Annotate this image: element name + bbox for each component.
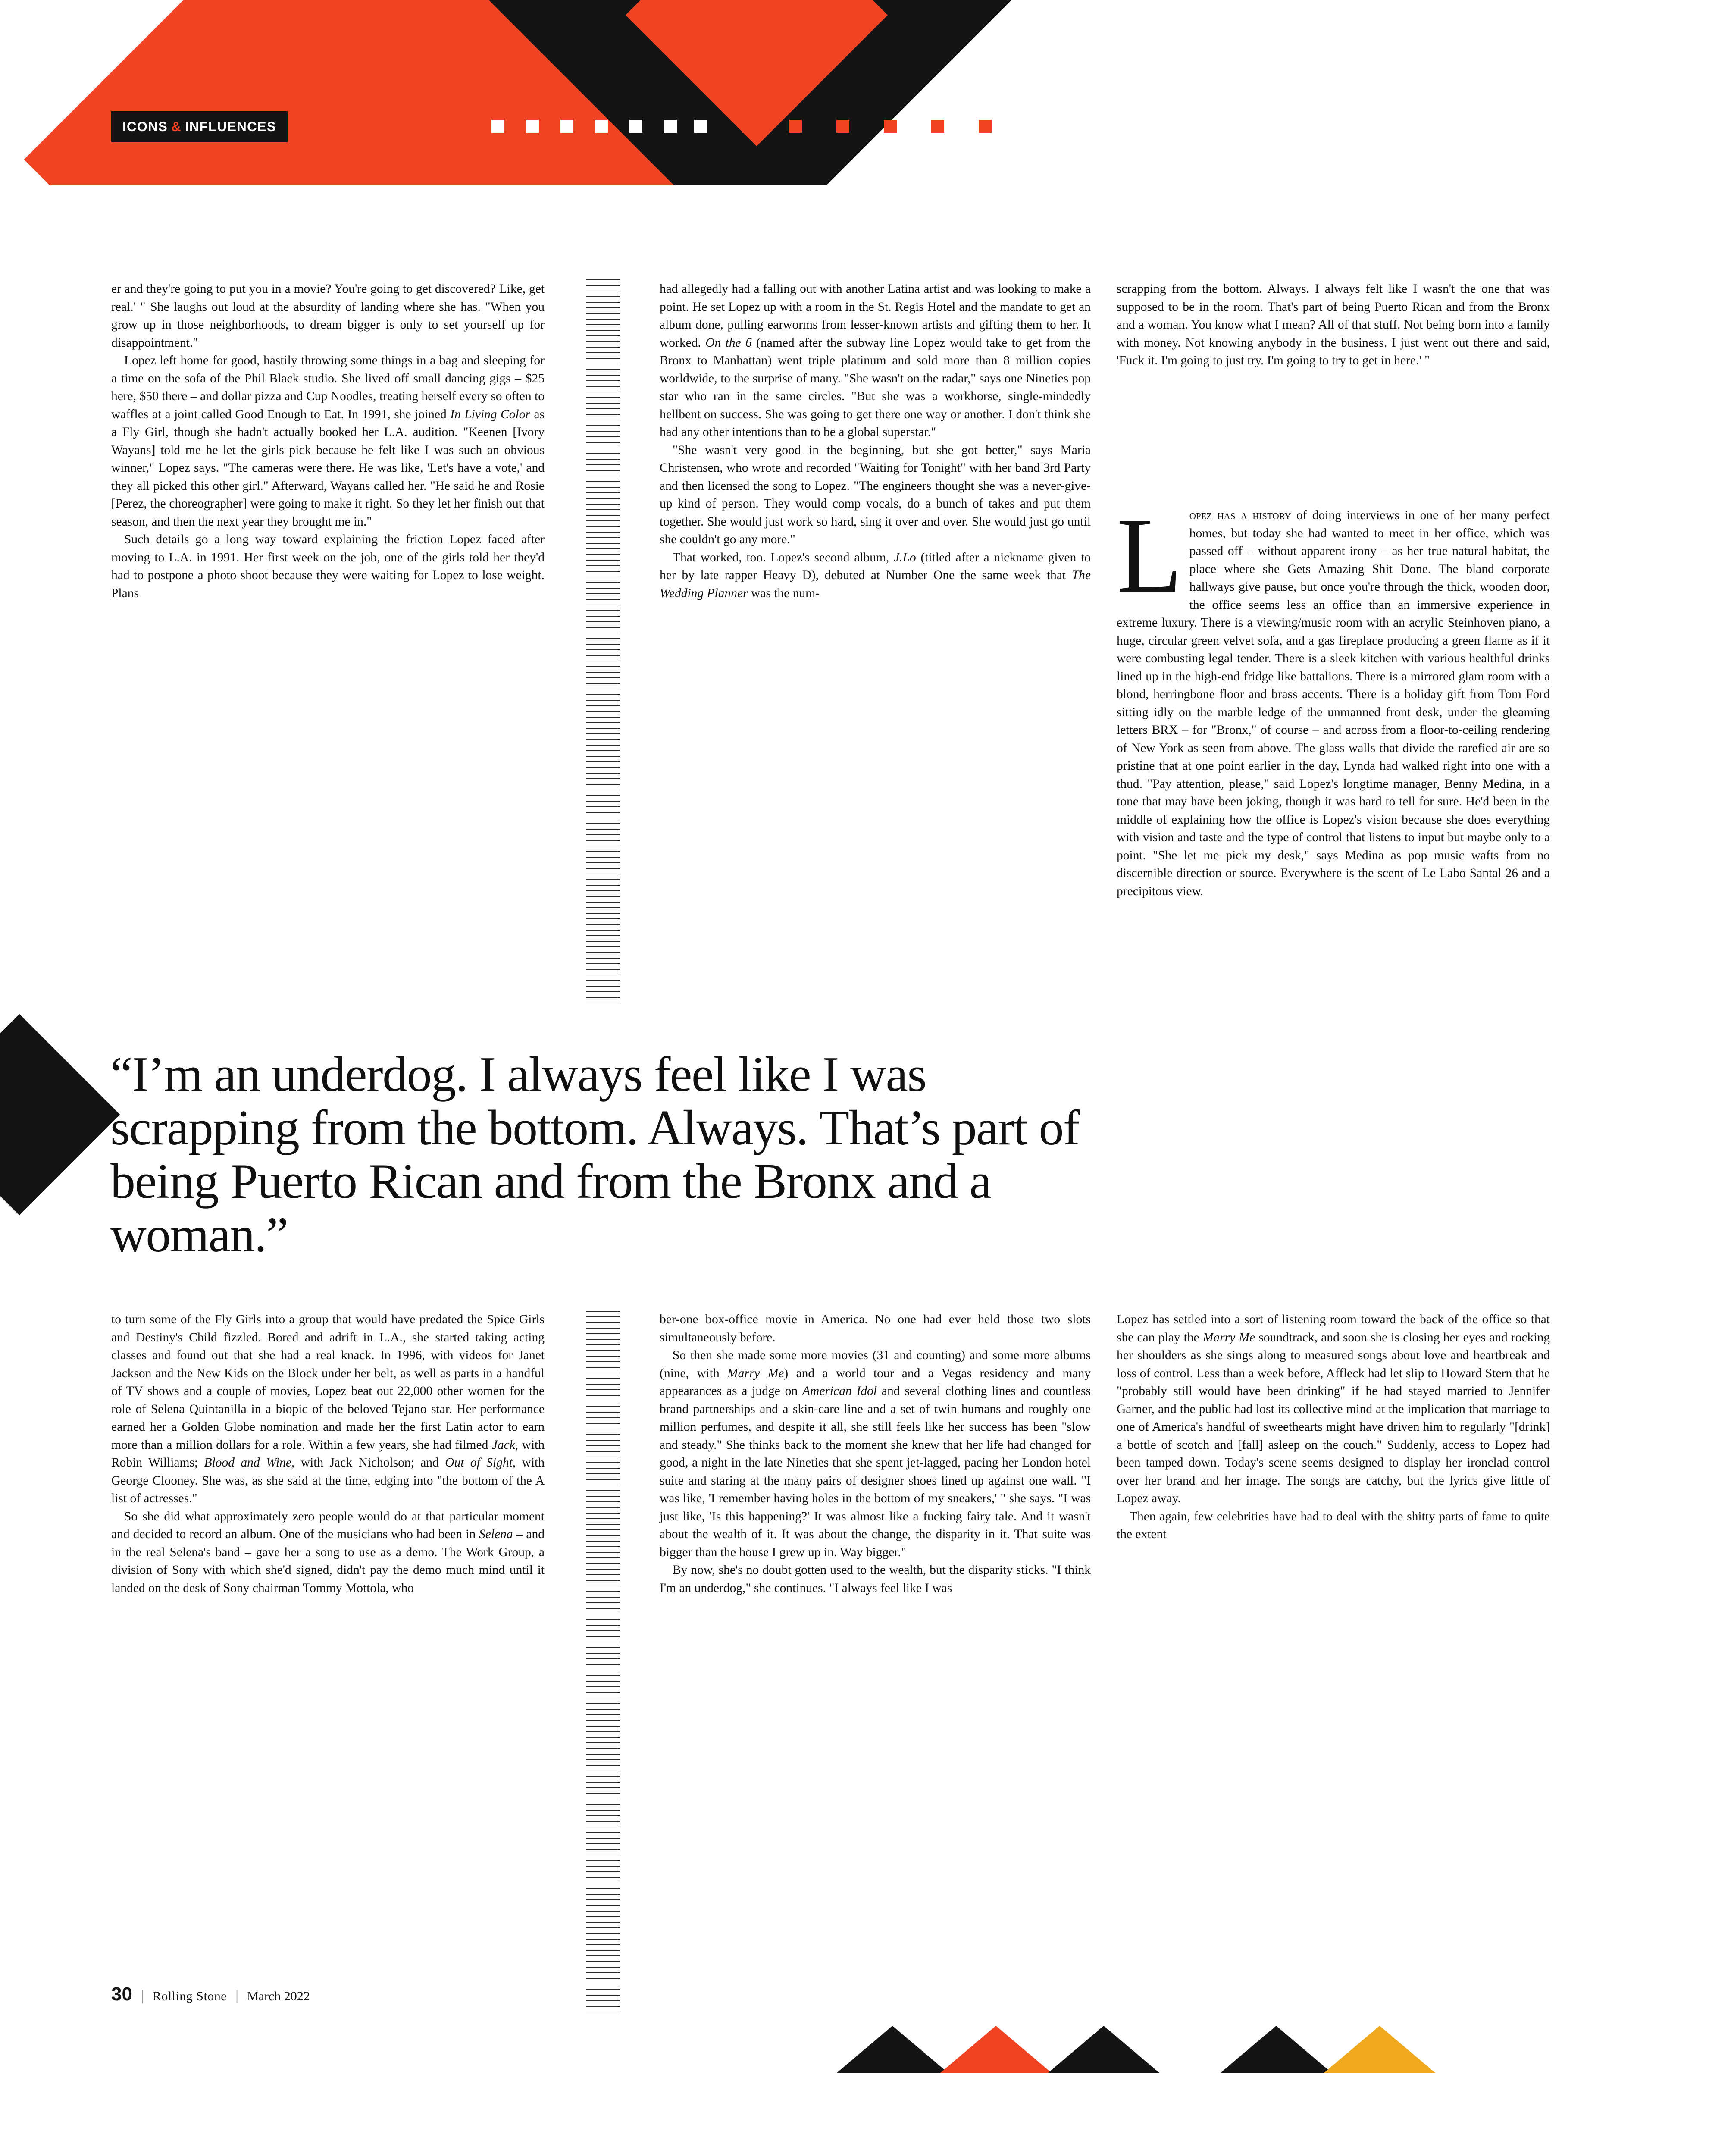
paragraph: Lopez left home for good, hastily throwing some things in a bag and sleeping for a time on the sofa of the Phil Black studio. She lived off small dancing gigs – $25 here, $50 there – and dollar pizza and Cup Noodles, treating herself every so often to waffles at a joint called Good Enough to Eat. In 1991, she joined In Living Color as a Fly Girl, though she hadn't actually booked her L.A. audition. "Keenen [Ivory Wayans] told me he let the girls pick because he felt like I was such an obvious winner," Lopez says. "The cameras were there. He was like, 'Let's have a vote,' and they all picked this other girl." Afterward, Wayans called her. "He said he and Rosie [Perez, the choreographer] were going to make it right. So they let her finish out that season, and then the next year they brought me in." bbox=[111, 354, 545, 529]
decorative-dot bbox=[694, 120, 707, 133]
section-tag bbox=[111, 111, 288, 142]
pull-quote: “I’m an underdog. I always feel like I was scrapping from the bottom. Always. That’s part of being Puerto Rican and from the Bronx and a woman.” bbox=[110, 1047, 1080, 1263]
decorative-dot bbox=[629, 120, 642, 133]
body-column-3-top bbox=[1117, 280, 1550, 370]
section-tag-part1: ICONS bbox=[122, 119, 168, 134]
body-column-2-top bbox=[660, 280, 1091, 602]
decorative-dot bbox=[595, 120, 608, 133]
dropcap-body: of doing interviews in one of her many perfect homes, but today she had wanted to meet in her office, which was passed off – without apparent irony – as her true natural habitat, the place where she Gets Amazing Shit Done. The bland corporate hallways give pause, but once you're through the thick, wooden door, the office seems less an office than an immersive experience in extreme luxury. There is a viewing/music room with an acrylic Steinhoven piano, a huge, circular green velvet sofa, and a gas fireplace producing a green flame as if it were combusting legal tender. There is a sleek kitchen with various healthful drinks lined up in the high-end fridge like battalions. There is a mirrored glam room with a blond, herringbone floor and brass accents. There is a holiday gift from Tom Ford sitting idly on the marble ledge of the unmanned front desk, under the gleaming letters BRX – for "Bronx," of course – and across from a floor-to-ceiling rendering of New York as seen from above. The glass walls that divide the rarefied air are so pristine that at one point earlier in the day, Lynda had walked right into one with a thud. "Pay attention, please," said Lopez's longtime manager, Benny Medina, in a tone that may have been joking, though it was hard to tell for sure. He'd been in the middle of explaining how the office is Lopez's vision because she does everything with vision and taste and the type of control that listens to input but maybe only to a point. "She let me pick my desk," says Medina as pop music wafts from no discernible direction or source. Everywhere is the scent of Le Labo Santal 26 and a precipitous view. bbox=[1117, 508, 1550, 898]
decorative-dot bbox=[789, 120, 802, 133]
paragraph: By now, she's no doubt gotten used to the wealth, but the disparity sticks. "I think I'm an underdog," she continues. "I always feel like I was bbox=[660, 1563, 1091, 1595]
paragraph: Such details go a long way toward explaining the friction Lopez faced after moving to L.A. in 1991. Her first week on the job, one of the girls told her they'd had to postpone a photo shoot because they were waiting for Lopez to lose weight. Plans bbox=[111, 533, 545, 600]
decorative-dot bbox=[526, 120, 539, 133]
paragraph: "She wasn't very good in the beginning, but she got better," says Maria Christensen, who wrote and recorded "Waiting for Tonight" with her band 3rd Party and then licensed the song to Lopez. "The engineers thought she was a never-give-up kind of person. They would comp vocals, do a bunch of takes and put them together. She would just work so hard, sing it over and over. She would just go until she couldn't go any more." bbox=[660, 443, 1091, 546]
black-arrow-decoration bbox=[0, 1014, 120, 1216]
paragraph: That worked, too. Lopez's second album, J.Lo (titled after a nickname given to her by late rapper Heavy D), debuted at Number One the same week that The Wedding Planner was the num- bbox=[660, 550, 1091, 600]
magazine-title: Rolling Stone bbox=[152, 1989, 227, 2003]
footer-separator-2: | bbox=[235, 1988, 238, 2004]
body-column-1-bottom bbox=[111, 1311, 545, 1597]
decorative-dot bbox=[979, 120, 992, 133]
decorative-dot bbox=[931, 120, 944, 133]
photo-credit-wrapper bbox=[1578, 1315, 1595, 1940]
lead-in-smallcaps: opez has a history bbox=[1189, 508, 1291, 522]
page-footer bbox=[111, 1984, 310, 2005]
footer-separator-1: | bbox=[141, 1988, 144, 2004]
page-number: 30 bbox=[111, 1984, 132, 2005]
paragraph: er and they're going to put you in a movie? You're going to get discovered? Like, get real.' " She laughs out loud at the absurdity of landing where she has. "When you grow up in those neighborhoods, to dream bigger is only to set yourself up for disappointment." bbox=[111, 282, 545, 350]
column-rule-top bbox=[586, 279, 620, 1004]
decorative-dot bbox=[836, 120, 849, 133]
paragraph: to turn some of the Fly Girls into a group that would have predated the Spice Girls and Destiny's Child fizzled. Bored and adrift in L.A., she started taking acting classes and found out that she had a real knack. In 1996, with videos for Janet Jackson and the New Kids on the Block under her belt, as well as parts in a handful of TV shows and a couple of movies, Lopez beat out 22,000 other women for the role of Selena Quintanilla in a biopic of the beloved Tejano star. Her performance earned her a Golden Globe nomination and made her the first Latin actor to earn more than a million dollars for a role. Within a few years, she had filmed Jack, with Robin Williams; Blood and Wine, with Jack Nicholson; and Out of Sight, with George Clooney. She was, as she said at the time, edging into "the bottom of the A list of actresses." bbox=[111, 1313, 545, 1505]
paragraph: Lopez has settled into a sort of listening room toward the back of the office so that she can play the Marry Me soundtrack, and soon she is closing her eyes and rocking her shoulders as she sings along to measured songs about love and heartbreak and loss of control. Less than a week before, Affleck had let slip to Howard Stern that he "probably still would have been drinking" if he had stayed married to Jennifer Garner, and the public had lost its collective mind at the implication that marriage to one of America's handful of sweethearts might have driven him to regularly "[drink] a bottle of scotch and [fall] asleep on the couch." Suddenly, access to Lopez had been tamped down. Today's scene seems designed to display her ironclad control over her brand and her image. The songs are catchy, but the lyrics give little of Lopez away. bbox=[1117, 1313, 1550, 1505]
chevron-yellow bbox=[1324, 2026, 1436, 2073]
decorative-dot bbox=[560, 120, 573, 133]
body-column-2-bottom bbox=[660, 1311, 1091, 1597]
body-column-3-bottom bbox=[1117, 1311, 1550, 1544]
chevron-orange bbox=[940, 2026, 1052, 2073]
section-tag-part2: INFLUENCES bbox=[185, 119, 277, 134]
band-white-mask bbox=[0, 185, 1709, 216]
body-column-1-top bbox=[111, 280, 545, 602]
paragraph: So she did what approximately zero people would do at that particular moment and decided to record an album. One of the musicians who had been in Selena – and in the real Selena's band – gave her a song to use as a demo. The Work Group, a division of Sony with which she'd signed, didn't pay the demo much mind until it landed on the desk of Sony chairman Tommy Mottola, who bbox=[111, 1509, 545, 1595]
chevron-black-3 bbox=[1220, 2026, 1332, 2073]
issue-date: March 2022 bbox=[247, 1989, 310, 2003]
paragraph: Then again, few celebrities have had to deal with the shitty parts of fame to quite the extent bbox=[1117, 1509, 1550, 1541]
section-tag-ampersand: & bbox=[171, 119, 182, 134]
paragraph: scrapping from the bottom. Always. I always felt like I wasn't the one that was supposed to be in the room. That's part of being Puerto Rican and from the Bronx and a woman. You know what I mean? All of that stuff. Not being born into a family with money. Not knowing anybody in the business. I just went out there and said, 'Fuck it. I'm going to just try. I'm going to try to get in here.' " bbox=[1117, 282, 1550, 367]
decorative-dot bbox=[742, 120, 754, 133]
header-decoration bbox=[0, 0, 1709, 216]
drop-cap: L bbox=[1117, 496, 1183, 615]
paragraph: had allegedly had a falling out with another Latina artist and was looking to make a point. He set Lopez up with a room in the St. Regis Hotel and the mandate to get an album done, pulling earworms from lesser-known artists and gifting them to her. It worked. On the 6 (named after the subway line Lopez would take to get from the Bronx to Manhattan) went triple platinum and sold more than 8 million copies worldwide, to the surprise of many. "She wasn't on the radar," says one Nineties pop star who ran in the same circles. "But she was a workhorse, single-mindedly hellbent on success. She was going to get there one way or another. I don't think she had any other intentions than to be a global superstar." bbox=[660, 282, 1091, 439]
dropcap-paragraph bbox=[1117, 496, 1550, 900]
chevron-black-2 bbox=[1048, 2026, 1160, 2073]
paragraph: ber-one box-office movie in America. No one had ever held those two slots simultaneously before. bbox=[660, 1313, 1091, 1344]
decorative-dot bbox=[884, 120, 897, 133]
decorative-dot bbox=[491, 120, 504, 133]
chevron-black-1 bbox=[836, 2026, 948, 2073]
decorative-dot bbox=[664, 120, 677, 133]
paragraph: So then she made some more movies (31 and counting) and some more albums (nine, with Marry Me) and a world tour and a Vegas residency and many appearances as a judge on American Idol and several clothing lines and countless brand partnerships and a skin-care line and a set of twin humans and roughly one million perfumes, and despite it all, she still feels like her success has been "slow and steady." She thinks back to the moment she knew that her life had changed for good, a night in the late Nineties that she spent jet-lagged, pacing her London hotel suite and staring at the many pairs of designer shoes lined up against one wall. "I was like, 'I remember having holes in the bottom of my sneakers,' " she says. "I was just like, 'Is this happening?' It was almost like a fucking fairy tale. And it wasn't about the wealth of it. It was about the change, the disparity in it. That suite was bigger than the house I grew up in. Way bigger." bbox=[660, 1348, 1091, 1559]
column-rule-bottom bbox=[586, 1311, 620, 2014]
